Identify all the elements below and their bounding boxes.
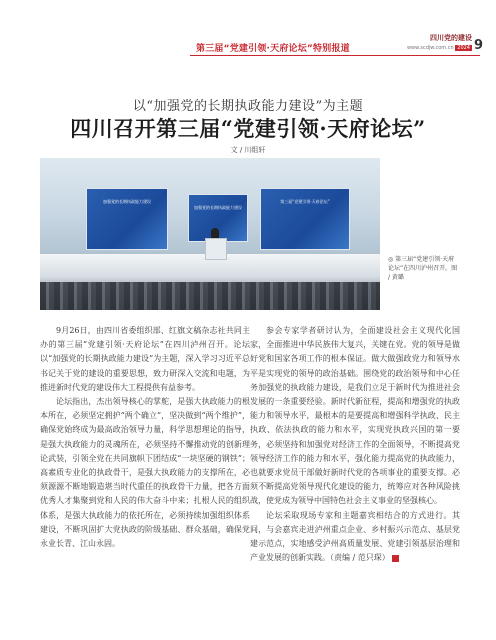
page-number: 9: [474, 38, 484, 53]
screen-left-text: 加强党的长期执政能力建设: [103, 199, 151, 204]
paragraph-text: 论坛采取现场专家和主题嘉宾相结合的方式进行。其间，与会嘉宾走进泸州重点企业、乡村振兴示范点、基层党建示范点，实地感受泸州高质量发展、党建引领基层治理和产业发展的创新实践。（责编 / 范只琛）: [250, 510, 460, 563]
article-title: 四川召开第三届“党建引领·天府论坛”: [70, 116, 426, 141]
article-column-left: [40, 324, 250, 551]
screen-center-text: 加强党的长期执政能力建设: [194, 205, 242, 210]
magazine-url-text: www.scdjw.com.cn: [406, 45, 454, 51]
article-author: 文 / 川组轩: [230, 146, 266, 154]
stage-screen-right: [260, 188, 350, 250]
paragraph: 论坛指出，杰出领导核心的掌舵，是强大执政能力的根本所在，必须坚定拥护“两个确立”，坚决做到“两个维护”，确保党始终成为最高政治领导力量，科学思想理论的指导，是强大执政能力的灵魂所在，必须坚持不懈推动党的创新理论武装，引领全党在共同旗帜下团结成“一块坚硬的钢铁”；高素质专业化的执政骨干，是强大执政能力的支撑所在，必须源源不断地锻造堪当时代重任的执政骨干力量，把各方面优秀人才集聚到党和人民的伟大奋斗中来；扎根人民的组织体系，是强大执政能力的依托所在，必须持续加强组织体系建设，不断巩固扩大党执政的阶级基础、群众基础，确保党永业长青、江山永固。: [40, 397, 250, 549]
issue-badge: 2024: [457, 45, 470, 51]
podium: [205, 238, 227, 260]
conference-photo: [40, 158, 380, 310]
header-rule: [190, 55, 480, 56]
paragraph-last: [250, 509, 460, 566]
stage-screen-left: [86, 188, 168, 250]
magazine-block: [380, 33, 472, 51]
audience-area: [40, 282, 380, 310]
photo-caption: ◎ 第三届“党建引领·天府论坛”在四川泸州召开。图 / 黄璐: [388, 256, 458, 281]
paragraph: 9月26日，由四川省委组织部、红旗文稿杂志社共同主办的第三届“党建引领·天府论坛”在四川泸州召开。论坛以“加强党的长期执政能力建设”为主题，深入学习习近平总书记关于党的建设的重要思想，致力研深入交流和电题，为推进新时代党的建设伟大工程提供有益参考。: [40, 326, 250, 392]
page-header: [0, 0, 496, 52]
paragraph: 参会专家学者研讨认为，全面建设社会主义现代化国家，全面推进中华民族伟大复兴，关键在党。党的领导是做好党和国家各项工作的根本保证。做大做强政党力和领导水平是实现党的领导的政治基础。围绕党的政治领导和中心任务加强党的执政能力建设，是我们立足于新时代为推进社会发展的一条重要经验。新时代新征程，提高和增强党的执政能力和领导水平，最根本的是要提高和增强科学执政、民主执政、依法执政的能力和水平，实现党执政兴国的第一要务，必须坚持和加强党对经济工作的全面领导，不断提高党领导经济工作的能力和水平，强化能力提高党的执政能力，也就要求党员干部做好新时代党的各项事业的重要支撑。必须不断提高党领导现代化建设的能力，统筹应对各种风险挑战，使党成为领导中国特色社会主义事业的坚强核心。: [250, 326, 460, 506]
end-mark-icon: [392, 555, 399, 562]
article-subtitle: 以“加强党的长期执政能力建设”为主题: [132, 99, 364, 114]
screen-right-text: 第三届“党建引领·天府论坛”: [280, 199, 330, 204]
magazine-name: 四川党的建设: [430, 34, 472, 42]
magazine-url: [380, 45, 472, 51]
article-column-right: [250, 324, 460, 565]
section-title: 第三届“党建引领·天府论坛”特别报道: [196, 44, 350, 54]
